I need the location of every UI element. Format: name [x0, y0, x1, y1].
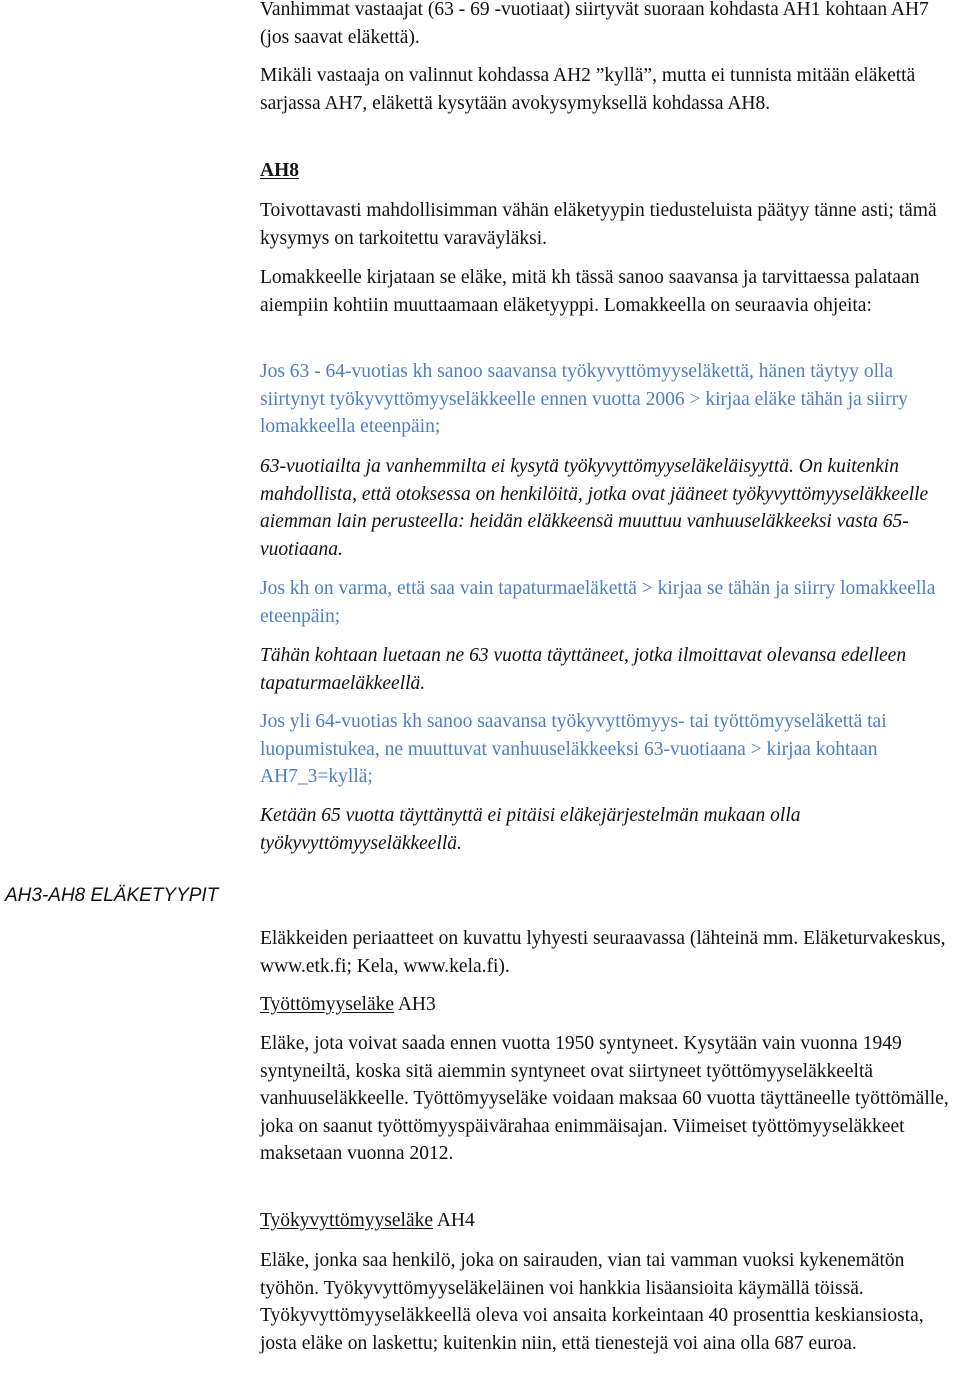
ah3-title: Työttömyyseläke — [260, 994, 395, 1015]
ah3-code: AH3 — [394, 994, 436, 1015]
paragraph-ah8-routing: Mikäli vastaaja on valinnut kohdassa AH2 ”kyllä”, mutta ei tunnista mitään eläkettä sarjassa AH7, eläkettä kysytään avokysymyksellä kohdassa AH8. — [260, 65, 916, 114]
paragraph-form-instructions: Lomakkeelle kirjataan se eläke, mitä kh tässä sanoo saavansa ja tarvittaessa palataan aiempiin kohtiin muuttaamaan eläketyyppi. Lomakkeella on seuraavia ohjeita: — [260, 267, 920, 316]
note-disability-pension: 63-vuotiailta ja vanhemmilta ei kysytä työkyvyttömyyseläkeläisyyttä. On kuitenkin mahdollista, että otoksessa on henkilöitä, jotka ovat jääneet työkyvyttömyyseläkkeelle aiemman lain perusteella: heidän eläkkeensä muuttuu vanhuuseläkkeeksi vasta 65-vuotiaana. — [260, 456, 929, 560]
ah8-heading — [260, 157, 950, 185]
instruction-accident-pension: Jos kh on varma, että saa vain tapaturmaeläkettä > kirjaa se tähän ja siirry lomakkeella eteenpäin; — [260, 578, 936, 627]
note-over-65: Ketään 65 vuotta täyttänyttä ei pitäisi eläkejärjestelmän mukaan olla työkyvyttömyyseläkkeellä. — [260, 805, 801, 854]
ah4-code: AH4 — [433, 1210, 475, 1231]
note-accident-pension: Tähän kohtaan luetaan ne 63 vuotta täyttäneet, jotka ilmoittavat olevansa edelleen tapaturmaeläkkeellä. — [260, 645, 907, 694]
paragraph-oldest-respondents: Vanhimmat vastaajat (63 - 69 -vuotiaat) siirtyvät suoraan kohdasta AH1 kohtaan AH7 (jos saavat eläkettä). — [260, 0, 929, 48]
paragraph-unemployment-pension: Eläke, jota voivat saada ennen vuotta 1950 syntyneet. Kysytään vain vuonna 1949 syntyneiltä, koska sitä aiemmin syntyneet ovat siirtyneet työttömyyseläkkeeltä vanhuuseläkkeelle. Työttömyyseläke voidaan maksaa 60 vuotta täyttäneelle työttömälle, joka on saanut työttömyyspäivärahaa enimmäisajan. Viimeiset työttömyyseläkkeet maksetaan vuonna 2012. — [260, 1033, 949, 1164]
paragraph-pension-principles: Eläkkeiden periaatteet on kuvattu lyhyesti seuraavassa (lähteinä mm. Eläketurvakeskus, www.etk.fi; Kela, www.kela.fi). — [260, 928, 946, 977]
ah8-heading-text: AH8 — [260, 160, 299, 181]
paragraph-disability-pension: Eläke, jonka saa henkilö, joka on sairauden, vian tai vamman vuoksi kykenemätön työhön. Työkyvyttömyyseläkeläinen voi hankkia lisäansioita käymällä töissä. Työkyvyttömyyseläkkeellä oleva voi ansaita korkeintaan 40 prosenttia keskiansiosta, josta eläke on laskettu; kuitenkin niin, että tienestejä voi aina olla 687 euroa. — [260, 1250, 924, 1354]
ah4-heading — [260, 1207, 950, 1235]
ah4-title: Työkyvyttömyyseläke — [260, 1210, 434, 1231]
instruction-disability-pension: Jos 63 - 64-vuotias kh sanoo saavansa työkyvyttömyyseläkettä, hänen täytyy olla siirtynyt työkyvyttömyyseläkkeelle ennen vuotta 2006 > kirjaa eläke tähän ja siirry lomakkeella eteenpäin; — [260, 361, 908, 437]
paragraph-ah8-description: Toivottavasti mahdollisimman vähän eläketyypin tiedusteluista päätyy tänne asti; tämä kysymys on tarkoitettu varaväyläksi. — [260, 200, 937, 249]
section-heading: AH3-AH8 ELÄKETYYPIT — [5, 885, 219, 906]
ah3-heading — [260, 991, 950, 1019]
instruction-over-64: Jos yli 64-vuotias kh sanoo saavansa työkyvyttömyys- tai työttömyyseläkettä tai luopumistukea, ne muuttuvat vanhuuseläkkeeksi 63-vuotiaana > kirjaa kohtaan AH7_3=kyllä; — [260, 711, 887, 787]
